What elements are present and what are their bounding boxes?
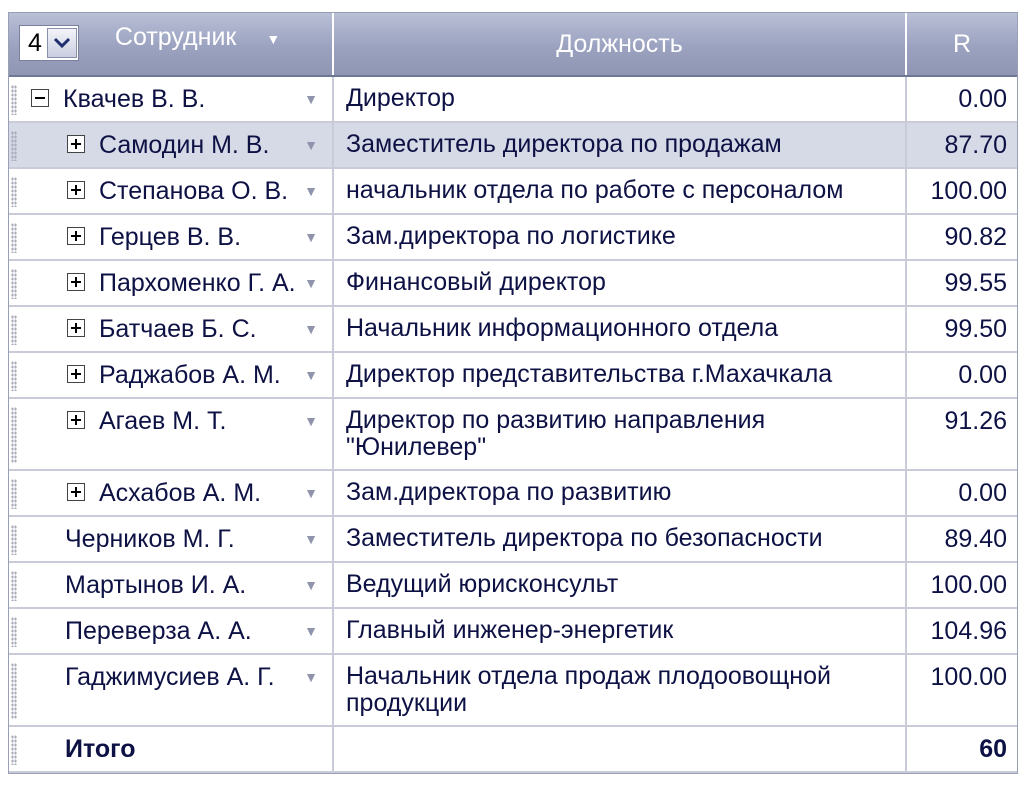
employee-cell[interactable] xyxy=(9,517,334,561)
level-value: 4 xyxy=(28,28,42,57)
position-text: Начальник отдела продаж плодоовощной продукции xyxy=(346,662,831,717)
row-dropdown-icon[interactable]: ▼ xyxy=(304,623,318,639)
grid-body xyxy=(9,77,1017,727)
position-cell xyxy=(334,517,907,561)
row-dropdown-icon[interactable]: ▼ xyxy=(304,91,318,107)
drag-handle-icon[interactable] xyxy=(11,223,17,253)
row-dropdown-icon[interactable]: ▼ xyxy=(304,413,318,429)
employee-column-header[interactable] xyxy=(9,13,334,75)
drag-handle-icon[interactable] xyxy=(11,269,17,299)
r-value: 91.26 xyxy=(944,407,1007,435)
employee-cell[interactable] xyxy=(9,655,334,725)
drag-handle-icon[interactable] xyxy=(11,177,17,207)
r-column-label: R xyxy=(952,29,972,58)
r-column-header[interactable] xyxy=(907,13,1017,75)
r-cell xyxy=(907,471,1017,515)
expand-icon[interactable] xyxy=(67,411,85,429)
table-row[interactable] xyxy=(9,123,1017,169)
position-text: Директор представительства г.Махачкала xyxy=(346,360,833,388)
position-cell xyxy=(334,399,907,469)
employee-name: Асхабов А. М. xyxy=(99,479,262,507)
row-dropdown-icon[interactable]: ▼ xyxy=(304,321,318,337)
r-value: 100.00 xyxy=(930,177,1007,205)
employee-cell[interactable] xyxy=(9,399,334,469)
sort-arrow-icon[interactable]: ▼ xyxy=(266,31,281,47)
r-value: 87.70 xyxy=(944,131,1007,159)
table-row[interactable] xyxy=(9,77,1017,123)
row-dropdown-icon[interactable]: ▼ xyxy=(304,183,318,199)
employee-cell[interactable] xyxy=(9,471,334,515)
employee-name: Батчаев Б. С. xyxy=(99,315,257,343)
r-cell xyxy=(907,399,1017,469)
employee-name: Самодин М. В. xyxy=(99,131,270,159)
row-dropdown-icon[interactable]: ▼ xyxy=(304,669,318,685)
drag-handle-icon[interactable] xyxy=(11,479,17,509)
position-cell xyxy=(334,307,907,351)
position-column-label: Должность xyxy=(556,29,683,58)
position-text: начальник отдела по работе с персоналом xyxy=(346,176,844,204)
table-row[interactable] xyxy=(9,353,1017,399)
expand-icon[interactable] xyxy=(67,135,85,153)
position-cell xyxy=(334,655,907,725)
drag-handle-icon[interactable] xyxy=(11,85,17,115)
employee-cell[interactable] xyxy=(9,261,334,305)
employee-name: Переверза А. А. xyxy=(65,617,252,645)
table-row[interactable] xyxy=(9,517,1017,563)
r-value: 99.50 xyxy=(944,315,1007,343)
drag-handle-icon[interactable] xyxy=(11,617,17,647)
table-row[interactable] xyxy=(9,169,1017,215)
table-row[interactable] xyxy=(9,609,1017,655)
employee-grid xyxy=(8,12,1018,774)
level-select[interactable] xyxy=(19,25,79,61)
position-cell xyxy=(334,123,907,167)
drag-handle-icon[interactable] xyxy=(11,571,17,601)
table-row[interactable] xyxy=(9,655,1017,727)
employee-column-label: Сотрудник xyxy=(114,23,237,51)
r-cell xyxy=(907,123,1017,167)
r-cell xyxy=(907,261,1017,305)
employee-cell[interactable] xyxy=(9,609,334,653)
drag-handle-icon[interactable] xyxy=(11,735,17,765)
r-value: 104.96 xyxy=(930,617,1007,645)
expand-icon[interactable] xyxy=(67,181,85,199)
employee-cell[interactable] xyxy=(9,77,334,121)
employee-cell[interactable] xyxy=(9,169,334,213)
drag-handle-icon[interactable] xyxy=(11,407,17,463)
collapse-icon[interactable] xyxy=(31,89,49,107)
employee-name: Герцев В. В. xyxy=(99,223,242,251)
chevron-down-icon xyxy=(53,37,71,49)
table-row[interactable] xyxy=(9,261,1017,307)
expand-icon[interactable] xyxy=(67,273,85,291)
r-cell xyxy=(907,609,1017,653)
position-text: Финансовый директор xyxy=(346,268,606,296)
r-value: 0.00 xyxy=(958,361,1007,389)
expand-icon[interactable] xyxy=(67,483,85,501)
table-row[interactable] xyxy=(9,471,1017,517)
position-text: Заместитель директора по безопасности xyxy=(346,524,823,552)
r-cell xyxy=(907,169,1017,213)
row-dropdown-icon[interactable]: ▼ xyxy=(304,531,318,547)
employee-name: Агаев М. Т. xyxy=(99,407,227,435)
employee-cell[interactable] xyxy=(9,307,334,351)
position-text: Ведущий юрисконсульт xyxy=(346,570,619,598)
position-cell xyxy=(334,563,907,607)
r-value: 0.00 xyxy=(958,479,1007,507)
r-value: 100.00 xyxy=(930,571,1007,599)
r-cell xyxy=(907,307,1017,351)
position-cell xyxy=(334,353,907,397)
employee-name: Степанова О. В. xyxy=(99,177,289,205)
row-dropdown-icon[interactable]: ▼ xyxy=(304,137,318,153)
drag-handle-icon[interactable] xyxy=(11,663,17,719)
position-cell xyxy=(334,609,907,653)
row-dropdown-icon[interactable]: ▼ xyxy=(304,367,318,383)
position-cell xyxy=(334,471,907,515)
table-row[interactable] xyxy=(9,563,1017,609)
r-cell xyxy=(907,563,1017,607)
total-r-cell xyxy=(907,727,1017,771)
row-dropdown-icon[interactable]: ▼ xyxy=(304,275,318,291)
position-cell xyxy=(334,77,907,121)
position-text: Заместитель директора по продажам xyxy=(346,130,782,158)
row-dropdown-icon[interactable]: ▼ xyxy=(304,229,318,245)
total-label-cell xyxy=(9,727,334,771)
drag-handle-icon[interactable] xyxy=(11,131,17,161)
row-dropdown-icon[interactable]: ▼ xyxy=(304,485,318,501)
total-position-cell xyxy=(334,727,907,771)
level-dropdown-button[interactable] xyxy=(47,28,77,58)
expand-icon[interactable] xyxy=(67,227,85,245)
employee-cell[interactable] xyxy=(9,563,334,607)
employee-name: Гаджимусиев А. Г. xyxy=(65,663,275,691)
employee-name: Мартынов И. А. xyxy=(65,571,247,599)
row-dropdown-icon[interactable]: ▼ xyxy=(304,577,318,593)
r-cell xyxy=(907,77,1017,121)
employee-cell[interactable] xyxy=(9,123,334,167)
table-row[interactable] xyxy=(9,399,1017,471)
employee-name: Черников М. Г. xyxy=(65,525,235,553)
position-text: Главный инженер-энергетик xyxy=(346,616,674,644)
r-value: 90.82 xyxy=(944,223,1007,251)
drag-handle-icon[interactable] xyxy=(11,315,17,345)
expand-icon[interactable] xyxy=(67,319,85,337)
r-cell xyxy=(907,517,1017,561)
drag-handle-icon[interactable] xyxy=(11,525,17,555)
employee-cell[interactable] xyxy=(9,353,334,397)
employee-name: Пархоменко Г. А. xyxy=(99,269,296,297)
employee-name: Квачев В. В. xyxy=(63,85,206,113)
position-text: Зам.директора по логистике xyxy=(346,222,676,250)
total-label: Итого xyxy=(65,735,136,763)
r-value: 0.00 xyxy=(958,85,1007,113)
table-row[interactable] xyxy=(9,215,1017,261)
employee-cell[interactable] xyxy=(9,215,334,259)
position-text: Зам.директора по развитию xyxy=(346,478,672,506)
position-text: Директор по развитию направления "Юнилевер" xyxy=(346,406,766,461)
position-text: Начальник информационного отдела xyxy=(346,314,779,342)
position-cell xyxy=(334,169,907,213)
total-row xyxy=(9,727,1017,773)
r-value: 100.00 xyxy=(930,663,1007,691)
r-cell xyxy=(907,353,1017,397)
drag-handle-icon[interactable] xyxy=(11,361,17,391)
expand-icon[interactable] xyxy=(67,365,85,383)
total-r-value: 60 xyxy=(979,735,1007,763)
r-cell xyxy=(907,655,1017,725)
table-row[interactable] xyxy=(9,307,1017,353)
r-cell xyxy=(907,215,1017,259)
employee-name: Раджабов А. М. xyxy=(99,361,281,389)
position-column-header[interactable] xyxy=(334,13,907,75)
r-value: 99.55 xyxy=(944,269,1007,297)
position-cell xyxy=(334,215,907,259)
position-cell xyxy=(334,261,907,305)
r-value: 89.40 xyxy=(944,525,1007,553)
position-text: Директор xyxy=(346,84,455,112)
grid-header xyxy=(9,13,1017,77)
